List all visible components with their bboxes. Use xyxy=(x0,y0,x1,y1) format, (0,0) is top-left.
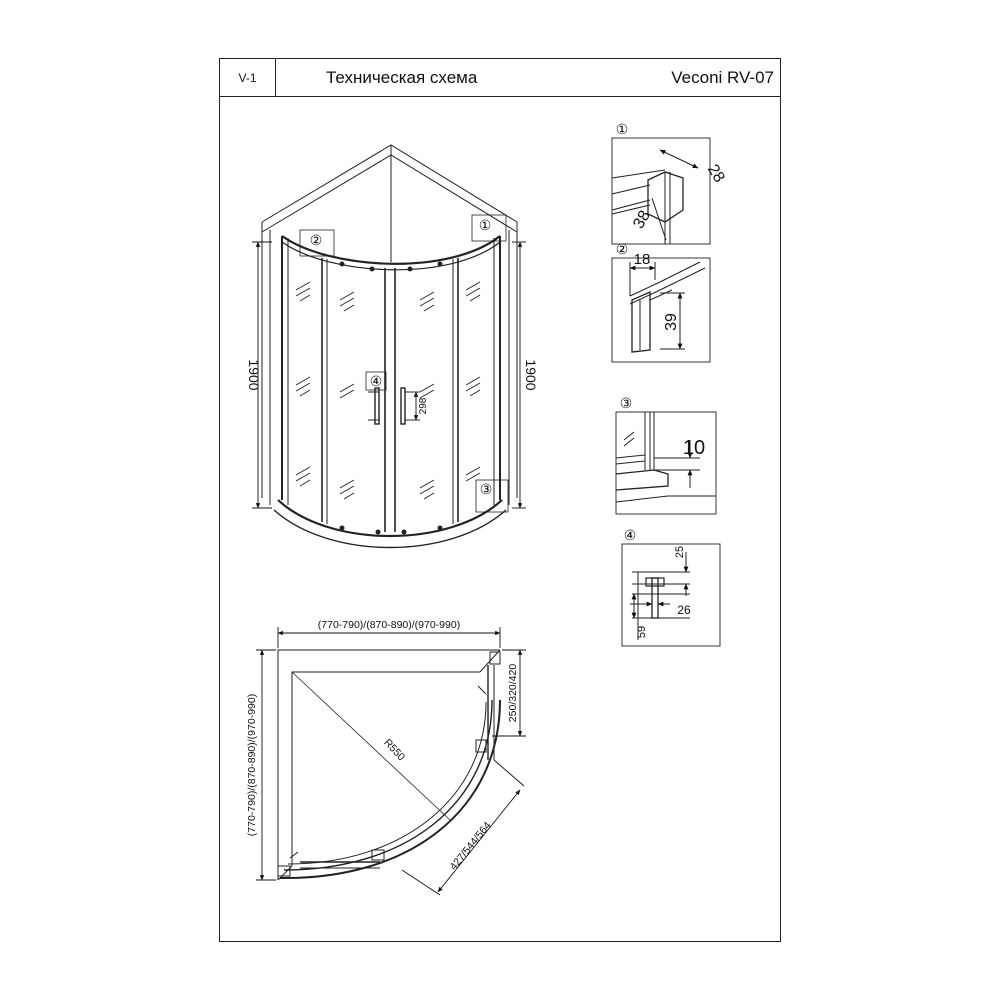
plan-side-dim: 250/320/420 xyxy=(507,663,519,723)
callout-2: ② xyxy=(309,232,323,248)
detail-4-dim-a: 25 xyxy=(674,545,686,559)
drawing-title: Техническая схема xyxy=(326,67,478,87)
plan-door-dim: 427/544/564 xyxy=(447,819,494,873)
height-dim-right: 1900 xyxy=(523,359,539,391)
handle-left xyxy=(375,388,379,424)
detail-2-dim-a: 18 xyxy=(633,251,651,268)
detail-3-label: ③ xyxy=(619,395,633,411)
plan-dimensions xyxy=(256,627,526,895)
detail-4-dim-b: 26 xyxy=(677,603,691,617)
wall-top-outline xyxy=(262,145,517,222)
detail-1-label: ① xyxy=(615,121,629,137)
model-name: Veconi RV-07 xyxy=(671,67,774,87)
detail-3-dim-a: 10 xyxy=(682,437,706,459)
detail-1 xyxy=(612,138,710,244)
callout-1: ① xyxy=(478,217,492,233)
detail-1-dim-b: 38 xyxy=(630,207,654,232)
detail-2 xyxy=(612,258,710,362)
plan-radius: R550 xyxy=(381,736,408,764)
version-label: V-1 xyxy=(220,59,276,96)
detail-4-dim-c: 59 xyxy=(636,625,648,639)
front-dimensions xyxy=(252,242,526,508)
detail-2-label: ② xyxy=(615,241,629,257)
callout-4: ④ xyxy=(369,373,383,389)
handle-right xyxy=(401,388,405,424)
height-dim-left: 1900 xyxy=(246,359,262,391)
detail-3 xyxy=(616,412,716,514)
plan-depth-dim: (770-790)/(870-890)/(970-990) xyxy=(246,693,258,837)
detail-2-dim-b: 39 xyxy=(663,313,680,331)
callout-3: ③ xyxy=(479,481,493,497)
plan-width-dim: (770-790)/(870-890)/(970-990) xyxy=(317,619,461,631)
bottom-tray xyxy=(278,500,502,536)
handle-dim: 298 xyxy=(418,397,429,415)
detail-1-dim-a: 28 xyxy=(703,161,728,186)
detail-4-label: ④ xyxy=(623,527,637,543)
